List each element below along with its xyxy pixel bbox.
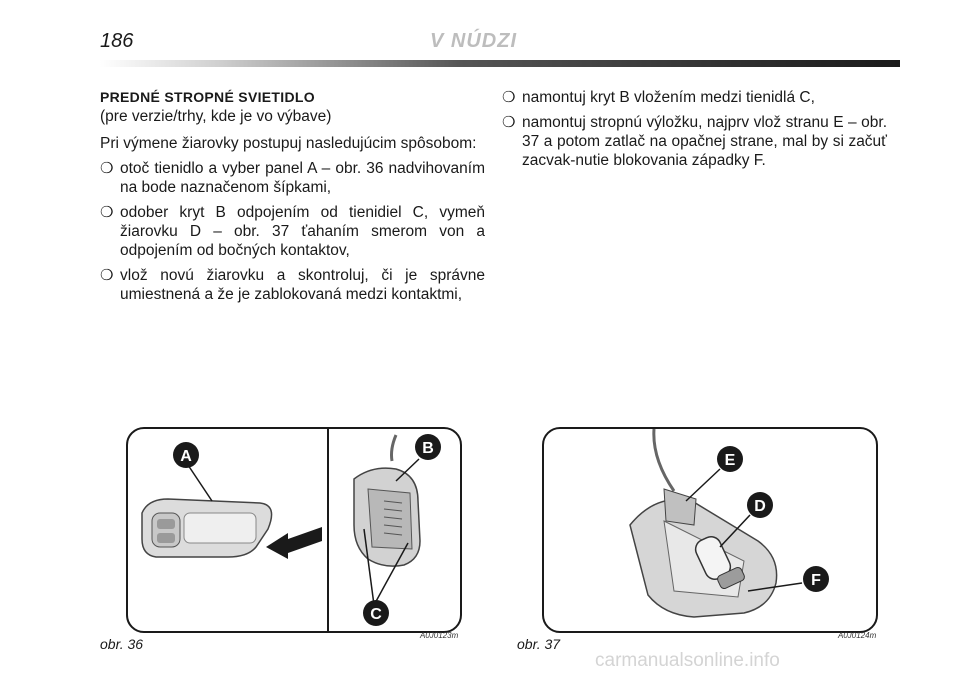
figure-36-code: A0J0123m — [420, 631, 459, 640]
figure-36-illustration — [126, 427, 462, 633]
figure-label-d: D — [754, 498, 766, 515]
left-column — [100, 88, 485, 310]
bulb-housing-illustration — [544, 429, 876, 631]
figure-37-illustration — [542, 427, 878, 633]
figure-label-c: C — [370, 606, 382, 623]
section-title: V NÚDZI — [430, 30, 517, 52]
figure-36-caption: obr. 36 — [100, 636, 144, 652]
list-item-text: namontuj stropnú výložku, najprv vlož stranu E – obr. 37 a potom zatlač na opačnej strane, mal by si začuť zacvak-nutie blokovania západky F. — [522, 114, 887, 169]
bullet-icon: ❍ — [502, 89, 516, 106]
list-item — [502, 88, 887, 107]
figure-37-caption: obr. 37 — [517, 636, 561, 652]
page-number: 186 — [100, 30, 134, 52]
list-item — [100, 159, 485, 197]
list-item — [502, 113, 887, 170]
bullet-icon: ❍ — [100, 160, 114, 177]
list-item-text: vlož novú žiarovku a skontroluj, či je správne umiestnená a že je zablokovaná medzi kontaktmi, — [120, 267, 485, 303]
figure-label-b: B — [422, 440, 434, 457]
intro-paragraph: Pri výmene žiarovky postupuj nasledujúcim spôsobom: — [100, 135, 477, 152]
figure-37-code: A0J0124m — [838, 631, 877, 640]
right-column — [502, 88, 887, 176]
list-item-text: namontuj kryt B vložením medzi tienidlá C, — [522, 89, 815, 106]
list-item-text: odober kryt B odpojením od tienidiel C, vymeň žiarovku D – obr. 37 ťahaním smerom von a odpojením od bočných kontaktov, — [120, 204, 485, 259]
list-item — [100, 266, 485, 304]
watermark: carmanualsonline.info — [595, 650, 780, 671]
bullet-icon: ❍ — [100, 267, 114, 284]
figure-label-a: A — [180, 448, 192, 465]
section-subheading: (pre verzie/trhy, kde je vo výbave) — [100, 108, 332, 125]
figure-label-e: E — [724, 452, 736, 469]
figure-label-f: F — [811, 572, 821, 589]
header-rule — [100, 60, 900, 67]
list-item-text: otoč tienidlo a vyber panel A – obr. 36 nadvihovaním na bode naznačenom šípkami, — [120, 160, 485, 196]
ceiling-light-panel-illustration — [128, 429, 460, 631]
bullet-icon: ❍ — [100, 204, 114, 221]
list-item — [100, 203, 485, 260]
section-heading: PREDNÉ STROPNÉ SVIETIDLO — [100, 89, 315, 105]
bullet-icon: ❍ — [502, 114, 516, 131]
